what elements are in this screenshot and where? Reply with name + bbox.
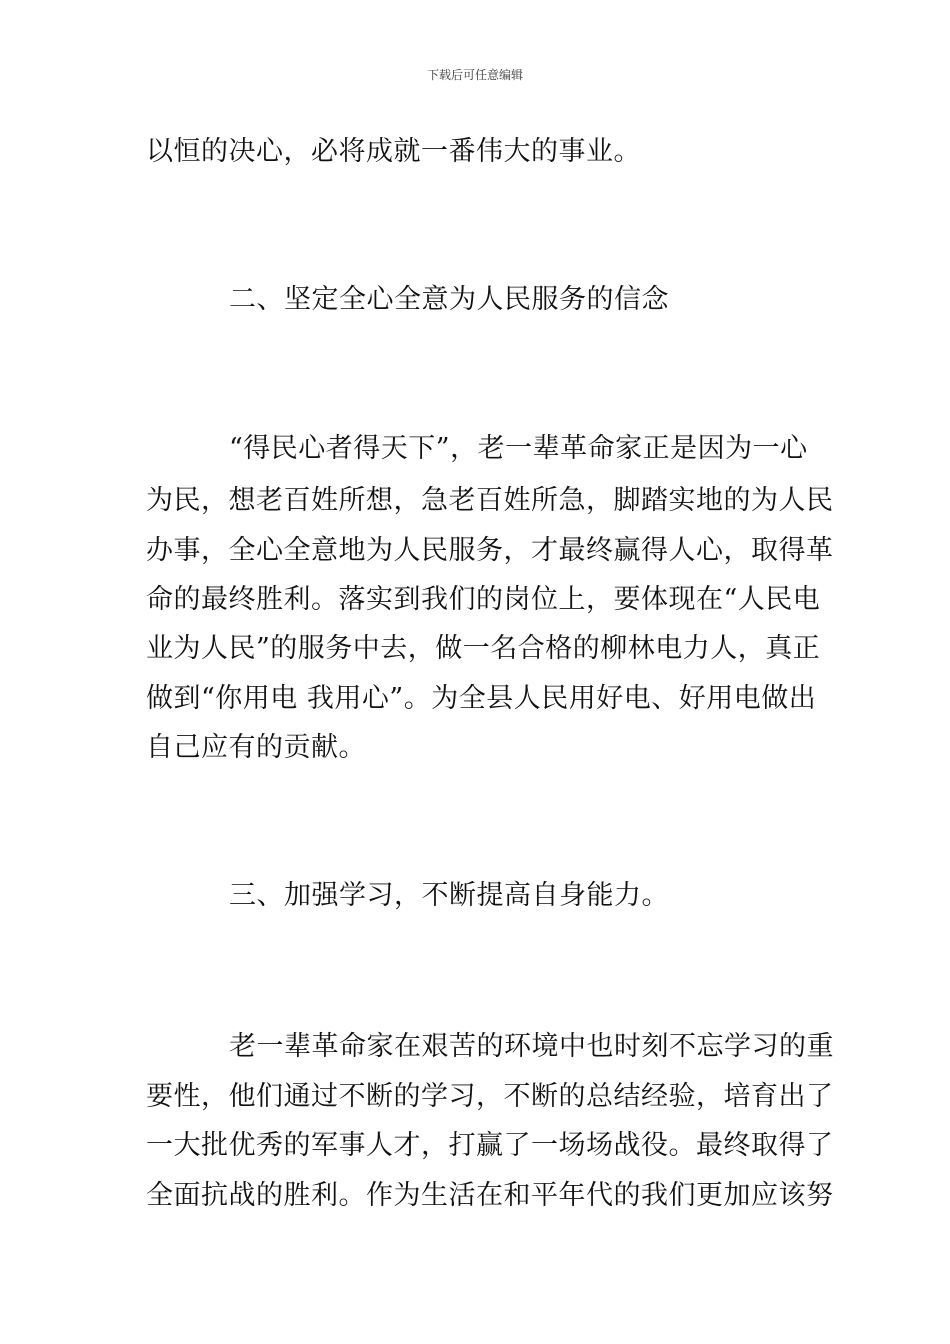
paragraph-line: 命的最终胜利。落实到我们的岗位上，要体现在“人民电	[146, 584, 821, 615]
paragraph-line: 做到“你用电 我用心”。为全县人民用好电、好用电做出	[146, 683, 817, 714]
paragraph-line: 为民，想老百姓所想，急老百姓所急，脚踏实地的为人民	[146, 485, 834, 516]
header-note: 下载后可任意编辑	[426, 68, 523, 82]
section-heading: 二、坚定全心全意为人民服务的信念	[229, 284, 669, 315]
paragraph-line: 一大批优秀的军事人才，打赢了一场场战役。最终取得了	[146, 1130, 834, 1161]
paragraph-line: 办事，全心全意地为人民服务，才最终赢得人心，取得革	[146, 535, 834, 566]
paragraph-line: 自己应有的贡献。	[146, 732, 366, 763]
paragraph-line: 老一辈革命家在艰苦的环境中也时刻不忘学习的重	[229, 1031, 834, 1062]
paragraph-line: 全面抗战的胜利。作为生活在和平年代的我们更加应该努	[146, 1180, 834, 1211]
paragraph-line: 以恒的决心，必将成就一番伟大的事业。	[146, 136, 641, 167]
section-heading: 三、加强学习，不断提高自身能力。	[229, 880, 669, 911]
paragraph-line: 业为人民”的服务中去，做一名合格的柳林电力人，真正	[146, 633, 821, 664]
paragraph-line: “得民心者得天下”，老一辈革命家正是因为一心	[229, 433, 808, 464]
paragraph-line: 要性，他们通过不断的学习，不断的总结经验，培育出了	[146, 1081, 834, 1112]
